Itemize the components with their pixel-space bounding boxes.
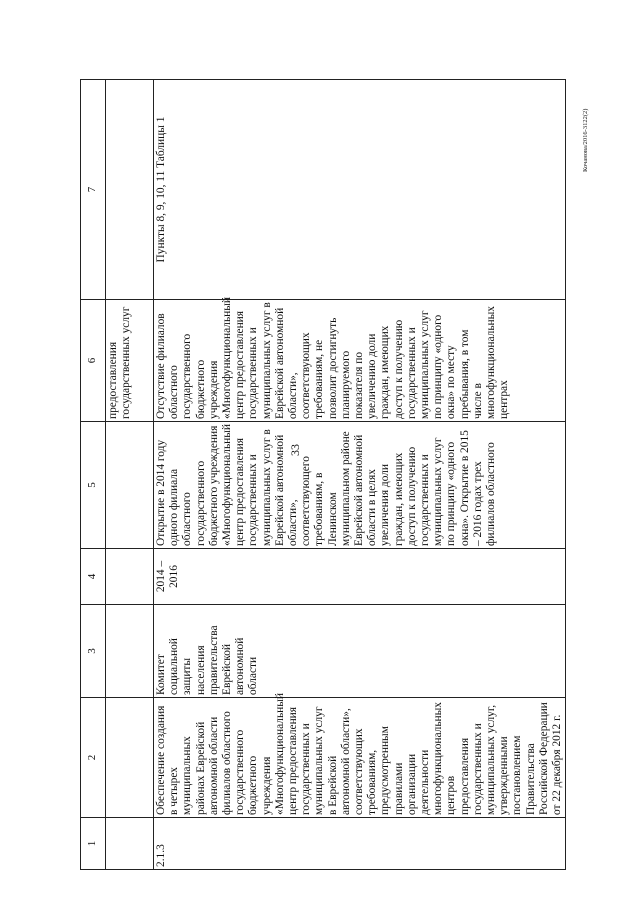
row-number: 2.1.3 <box>154 818 566 870</box>
column-number-row <box>81 80 106 870</box>
page-number: 33 <box>288 444 302 456</box>
cell-period: 2014 – 2016 <box>154 549 566 605</box>
cont-cell-1 <box>106 818 154 870</box>
cont-cell-4 <box>106 549 154 605</box>
footer-code: Кочанова/2016-3122(2) <box>582 108 589 172</box>
col-num-2: 2 <box>81 698 106 818</box>
col-num-6: 6 <box>81 300 106 422</box>
measures-table <box>80 79 566 870</box>
cell-consequences: Отсутствие филиалов областного государственного бюджетного учреждения «Многофункциональный центр предоставления государственных и муниципальных услуг в Еврейской автономной области», соответствующих требованиям, не позволит достигнуть планируемого показателя по увеличению доли граждан, имеющих доступ к получению государственных и муниципальных услуг по принципу «одного окна» по месту пребывания, в том числе в многофункциональных центрах <box>154 300 566 422</box>
cont-cell-6: предоставления государственных услуг <box>106 300 154 422</box>
cell-executor: Комитет социальной защиты населения правительства Еврейской автономной области <box>154 605 566 698</box>
continuation-row <box>106 80 154 870</box>
cell-indicators: Пункты 8, 9, 10, 11 Таблицы 1 <box>154 80 566 300</box>
col-num-4: 4 <box>81 549 106 605</box>
col-num-7: 7 <box>81 80 106 300</box>
col-num-1: 1 <box>81 818 106 870</box>
cell-measure: Обеспечение создания в четырех муниципальных районах Еврейской автономной области филиалов областного государственного бюджетного учреждения «Многофункциональный центр предоставления государственных и муниципальных услуг в Еврейской автономной области», соответствующих требованиям, предусмотренным правилами организации деятельности многофункциональных центров предоставления государственных и муниципальных услуг, утвержденными постановлением Правительства Российской Федерации от 22 декабря 2012 г. <box>154 698 566 818</box>
table-row <box>154 80 566 870</box>
col-num-5: 5 <box>81 422 106 549</box>
rotated-table-container <box>80 80 564 870</box>
col-num-3: 3 <box>81 605 106 698</box>
cont-cell-2 <box>106 698 154 818</box>
cell-expected-result: Открытие в 2014 году одного филиала областного государственного бюджетного учреждения «Многофункциональный центр предоставления государственных и муниципальных услуг в Еврейской автономной области», соответствующего требованиям, в Ленинском муниципальном районе Еврейской автономной области в целях увеличения доли граждан, имеющих доступ к получению государственных и муниципальных услуг по принципу «одного окна». Открытие в 2015 – 2016 годах трех филиалов областного <box>154 422 566 549</box>
cont-cell-7 <box>106 80 154 300</box>
cont-cell-5 <box>106 422 154 549</box>
cont-cell-3 <box>106 605 154 698</box>
